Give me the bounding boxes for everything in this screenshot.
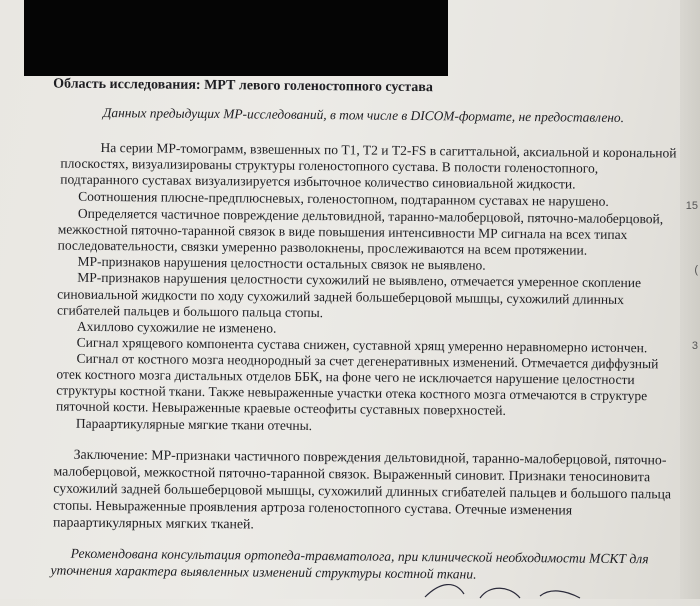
conclusion-line: стопы. Невыраженные проявления артроза голеностопного сустава. Отечные изменения [53, 497, 573, 518]
edge-number: 3 [691, 340, 698, 352]
recommendation-line: уточнения характера выявленных изменений структуры костной ткани. [50, 562, 477, 582]
body-line: последовательности, связки умеренно разволокнены, прослеживаются на всем протяжении. [57, 237, 588, 258]
conclusion-line: малоберцовой, межкостной пяточно-таранной связок. Выраженный синовит. Признаки теносиновита [53, 463, 651, 485]
body-line: Параартикулярные мягкие ткани отечны. [75, 415, 313, 434]
body-line: МР-признаков нарушения целостности сухожилий не выявлено, отмечается умеренное скопление [77, 269, 642, 291]
body-line: Сигнал хрящевого компонента сустава снижен, суставной хрящ умеренно неравномерно истончен. [76, 334, 648, 356]
body-line: структуры костной ткани. Также невыраженные участки отека костного мозга отмечаются в структуре [56, 382, 648, 404]
body-line: плоскостях, визуализированы структуры голеностопного сустава. В полости голеностопного, [60, 155, 599, 176]
redaction-block [24, 0, 448, 76]
conclusion-line: параартикулярных мягких тканей. [52, 514, 254, 532]
body-line: Сигнал от костного мозга неоднородный за счет дегенеративных изменений. Отмечается диффузный [76, 350, 659, 372]
body-line: синовиальной жидкости по ходу сухожилий задней большеберцовой мышцы, сухожилий длинных [57, 286, 624, 308]
conclusion-line: сухожилий задней большеберцовой мышцы, сухожилий длинных сгибателей пальцев и большого пальца [53, 480, 672, 502]
body-line: сгибателей пальцев и большого пальца стопы. [56, 302, 324, 321]
edge-number: ( [694, 264, 698, 276]
body-line: Определяется частичное повреждение дельтовидной, таранно-малоберцовой, пяточно-малоберцовой, [77, 205, 664, 227]
signature-scribble [420, 572, 590, 599]
body-line: На серии МР-томограмм, взвешенных по T1, T2 и T2-FS в сагиттальной, аксиальной и корональной [100, 139, 677, 161]
body-line: подтаранного суставах визуализируется избыточное количество синовиальной жидкости. [60, 171, 576, 192]
body-line: Соотношения плюсне-предплюсневых, голеностопном, подтаранном суставах не нарушено. [78, 188, 609, 209]
document-title: Область исследования: МРТ левого голеностопного сустава [53, 76, 433, 96]
recommendation-line: Рекомендована консультация ортопеда-травматолога, при клинической необходимости МСКТ для [70, 545, 649, 567]
body-line: отек костного мозга дистальных отделов ББК, на фоне чего не исключается нарушение целостности [56, 366, 635, 388]
body-line: пяточной кости. Невыраженные краевые остеофиты суставных поверхностей. [56, 398, 506, 418]
body-line: Ахиллово сухожилие не изменено. [76, 318, 277, 336]
body-line: межкостной пяточно-таранной связок в виде повышения интенсивности МР сигнала на всех типах [57, 221, 628, 243]
body-line: МР-признаков нарушения целостности остальных связок не выявлено. [77, 253, 486, 273]
previous-studies-note: Данных предыдущих МР-исследований, в том числе в DICOM-формате, не предоставлено. [102, 104, 625, 125]
edge-number: 15 [685, 200, 698, 212]
conclusion-line: Заключение: МР-признаки частичного повреждения дельтовидной, таранно-малоберцовой, пяточно- [73, 446, 667, 468]
